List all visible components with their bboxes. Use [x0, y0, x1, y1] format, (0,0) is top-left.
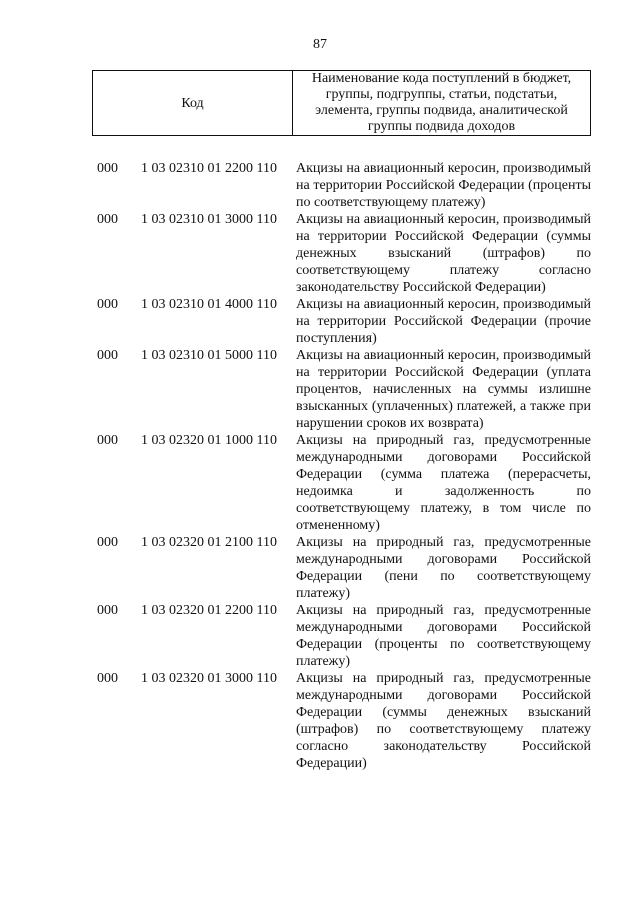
- revenue-code: 1 03 02320 01 1000 110: [141, 433, 277, 448]
- admin-code: 000: [97, 671, 118, 686]
- header-name: Наименование кода поступлений в бюджет, группы, подгруппы, статьи, подстатьи, элемента, группы подвида, аналитической группы подвида доходов: [311, 71, 572, 134]
- admin-code: 000: [97, 433, 118, 448]
- table-row: [97, 602, 591, 670]
- admin-code: 000: [97, 603, 118, 618]
- admin-code: 000: [97, 535, 118, 550]
- admin-code: 000: [97, 348, 118, 363]
- admin-code: 000: [97, 212, 118, 227]
- table-row: [97, 211, 591, 296]
- revenue-name: Акцизы на природный газ, предусмотренные международными договорами Российской Федерации (пени по соответствующему платежу): [296, 535, 591, 601]
- revenue-code: 1 03 02320 01 3000 110: [141, 671, 277, 686]
- revenue-name: Акцизы на авиационный керосин, производимый на территории Российской Федерации (проценты по соответствующему платежу): [296, 161, 591, 210]
- admin-code: 000: [97, 297, 118, 312]
- page-number: 87: [313, 37, 327, 52]
- table-row: [97, 432, 591, 534]
- header-code: Код: [93, 71, 293, 135]
- revenue-code: 1 03 02310 01 2200 110: [141, 161, 277, 176]
- revenue-code: 1 03 02310 01 3000 110: [141, 212, 277, 227]
- table-row: [97, 160, 591, 211]
- revenue-code: 1 03 02310 01 5000 110: [141, 348, 277, 363]
- table-row: [97, 670, 591, 772]
- revenue-name: Акцизы на авиационный керосин, производимый на территории Российской Федерации (прочие поступления): [296, 297, 591, 346]
- revenue-code: 1 03 02320 01 2100 110: [141, 535, 277, 550]
- admin-code: 000: [97, 161, 118, 176]
- table-row: [97, 347, 591, 432]
- revenue-name: Акцизы на природный газ, предусмотренные международными договорами Российской Федерации (проценты по соответствующему платежу): [296, 603, 591, 669]
- table-header: [92, 70, 591, 136]
- revenue-code: 1 03 02320 01 2200 110: [141, 603, 277, 618]
- table-body: [97, 160, 591, 772]
- revenue-name: Акцизы на авиационный керосин, производимый на территории Российской Федерации (суммы денежных взысканий (штрафов) по соответствующему платежу согласно законодательству Российской Федерации): [296, 212, 591, 295]
- table-row: [97, 296, 591, 347]
- revenue-name: Акцизы на природный газ, предусмотренные международными договорами Российской Федерации (суммы денежных взысканий (штрафов) по соответствующему платежу согласно законодательству Российской Федерации): [296, 671, 591, 771]
- revenue-name: Акцизы на авиационный керосин, производимый на территории Российской Федерации (уплата процентов, начисленных на суммы излишне взысканных (уплаченных) платежей, а также при нарушении сроков их возврата): [296, 348, 591, 431]
- table-row: [97, 534, 591, 602]
- revenue-name: Акцизы на природный газ, предусмотренные международными договорами Российской Федерации (сумма платежа (перерасчеты, недоимка и задолженность по соответствующему платежу, в том числе по отмененному): [296, 433, 591, 533]
- revenue-code: 1 03 02310 01 4000 110: [141, 297, 277, 312]
